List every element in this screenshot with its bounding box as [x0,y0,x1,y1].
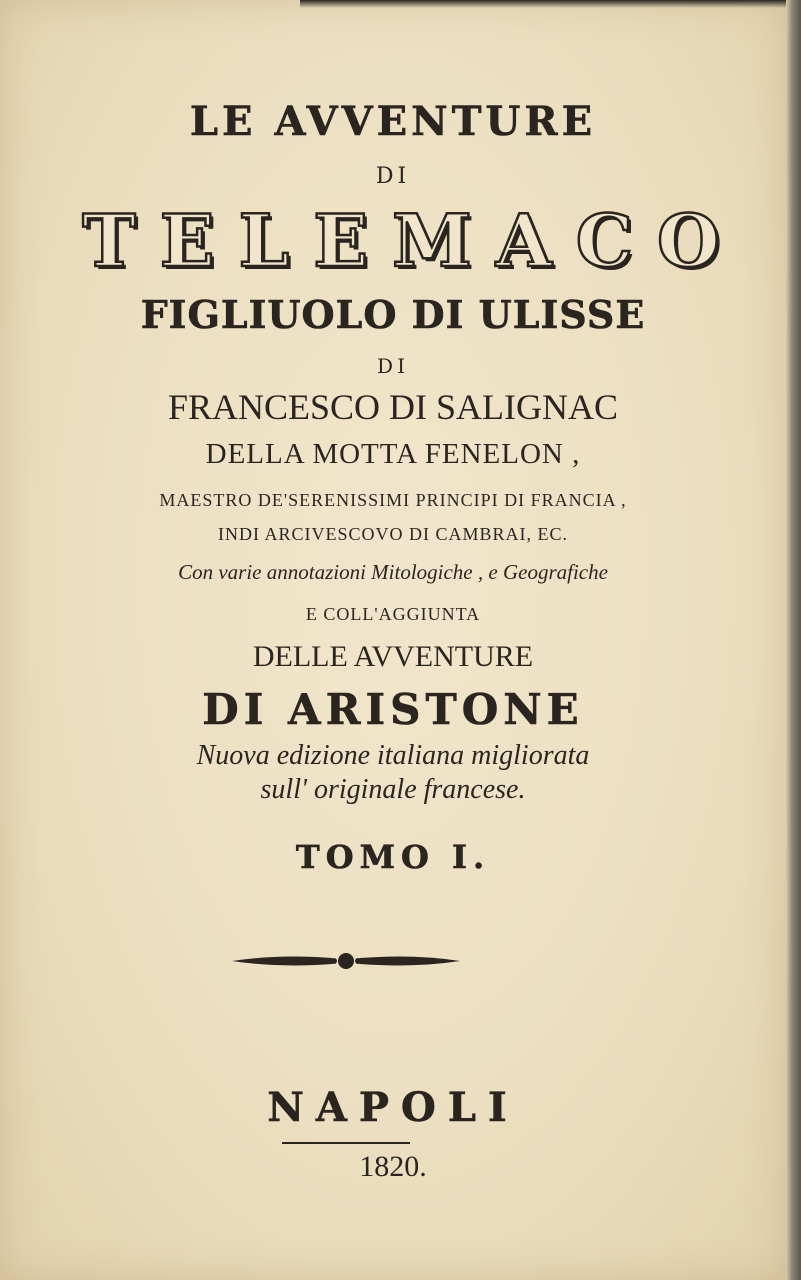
title-line-1: LE AVVENTURE [189,98,597,145]
edition-line-2: sull' originale francese. [260,774,526,805]
edition-line-1: Nuova edizione italiana migliorata [196,740,590,771]
title-line-2: DI [375,164,411,189]
page-edge [786,0,801,1280]
title-line-5: DI [377,354,409,378]
imprint-year: 1820. [359,1150,427,1183]
addition-note: E COLL'AGGIUNTA [305,604,481,624]
author-name-2: DELLA MOTTA FENELON , [205,438,581,470]
author-name-1: FRANCESCO DI SALIGNAC [167,387,619,427]
subtitle-line-1: DELLE AVVENTURE [252,640,534,673]
imprint-city: NAPOLI [267,1084,519,1131]
page-shadow [300,0,800,8]
imprint-rule [282,1142,410,1144]
author-role-2: INDI ARCIVESCOVO DI CAMBRAI, EC. [217,524,568,544]
volume-label: TOMO I. [295,838,491,876]
subtitle-line-2: DI ARISTONE [202,685,584,734]
author-role-1: MAESTRO DE'SERENISSIMI PRINCIPI DI FRANCIA , [159,490,627,510]
annotations-note: Con varie annotazioni Mitologiche , e Geografiche [178,560,608,584]
ornament-rule [228,946,464,976]
main-title: TELEMACO [82,198,744,283]
title-line-4: FIGLIUOLO DI ULISSE [140,292,646,337]
